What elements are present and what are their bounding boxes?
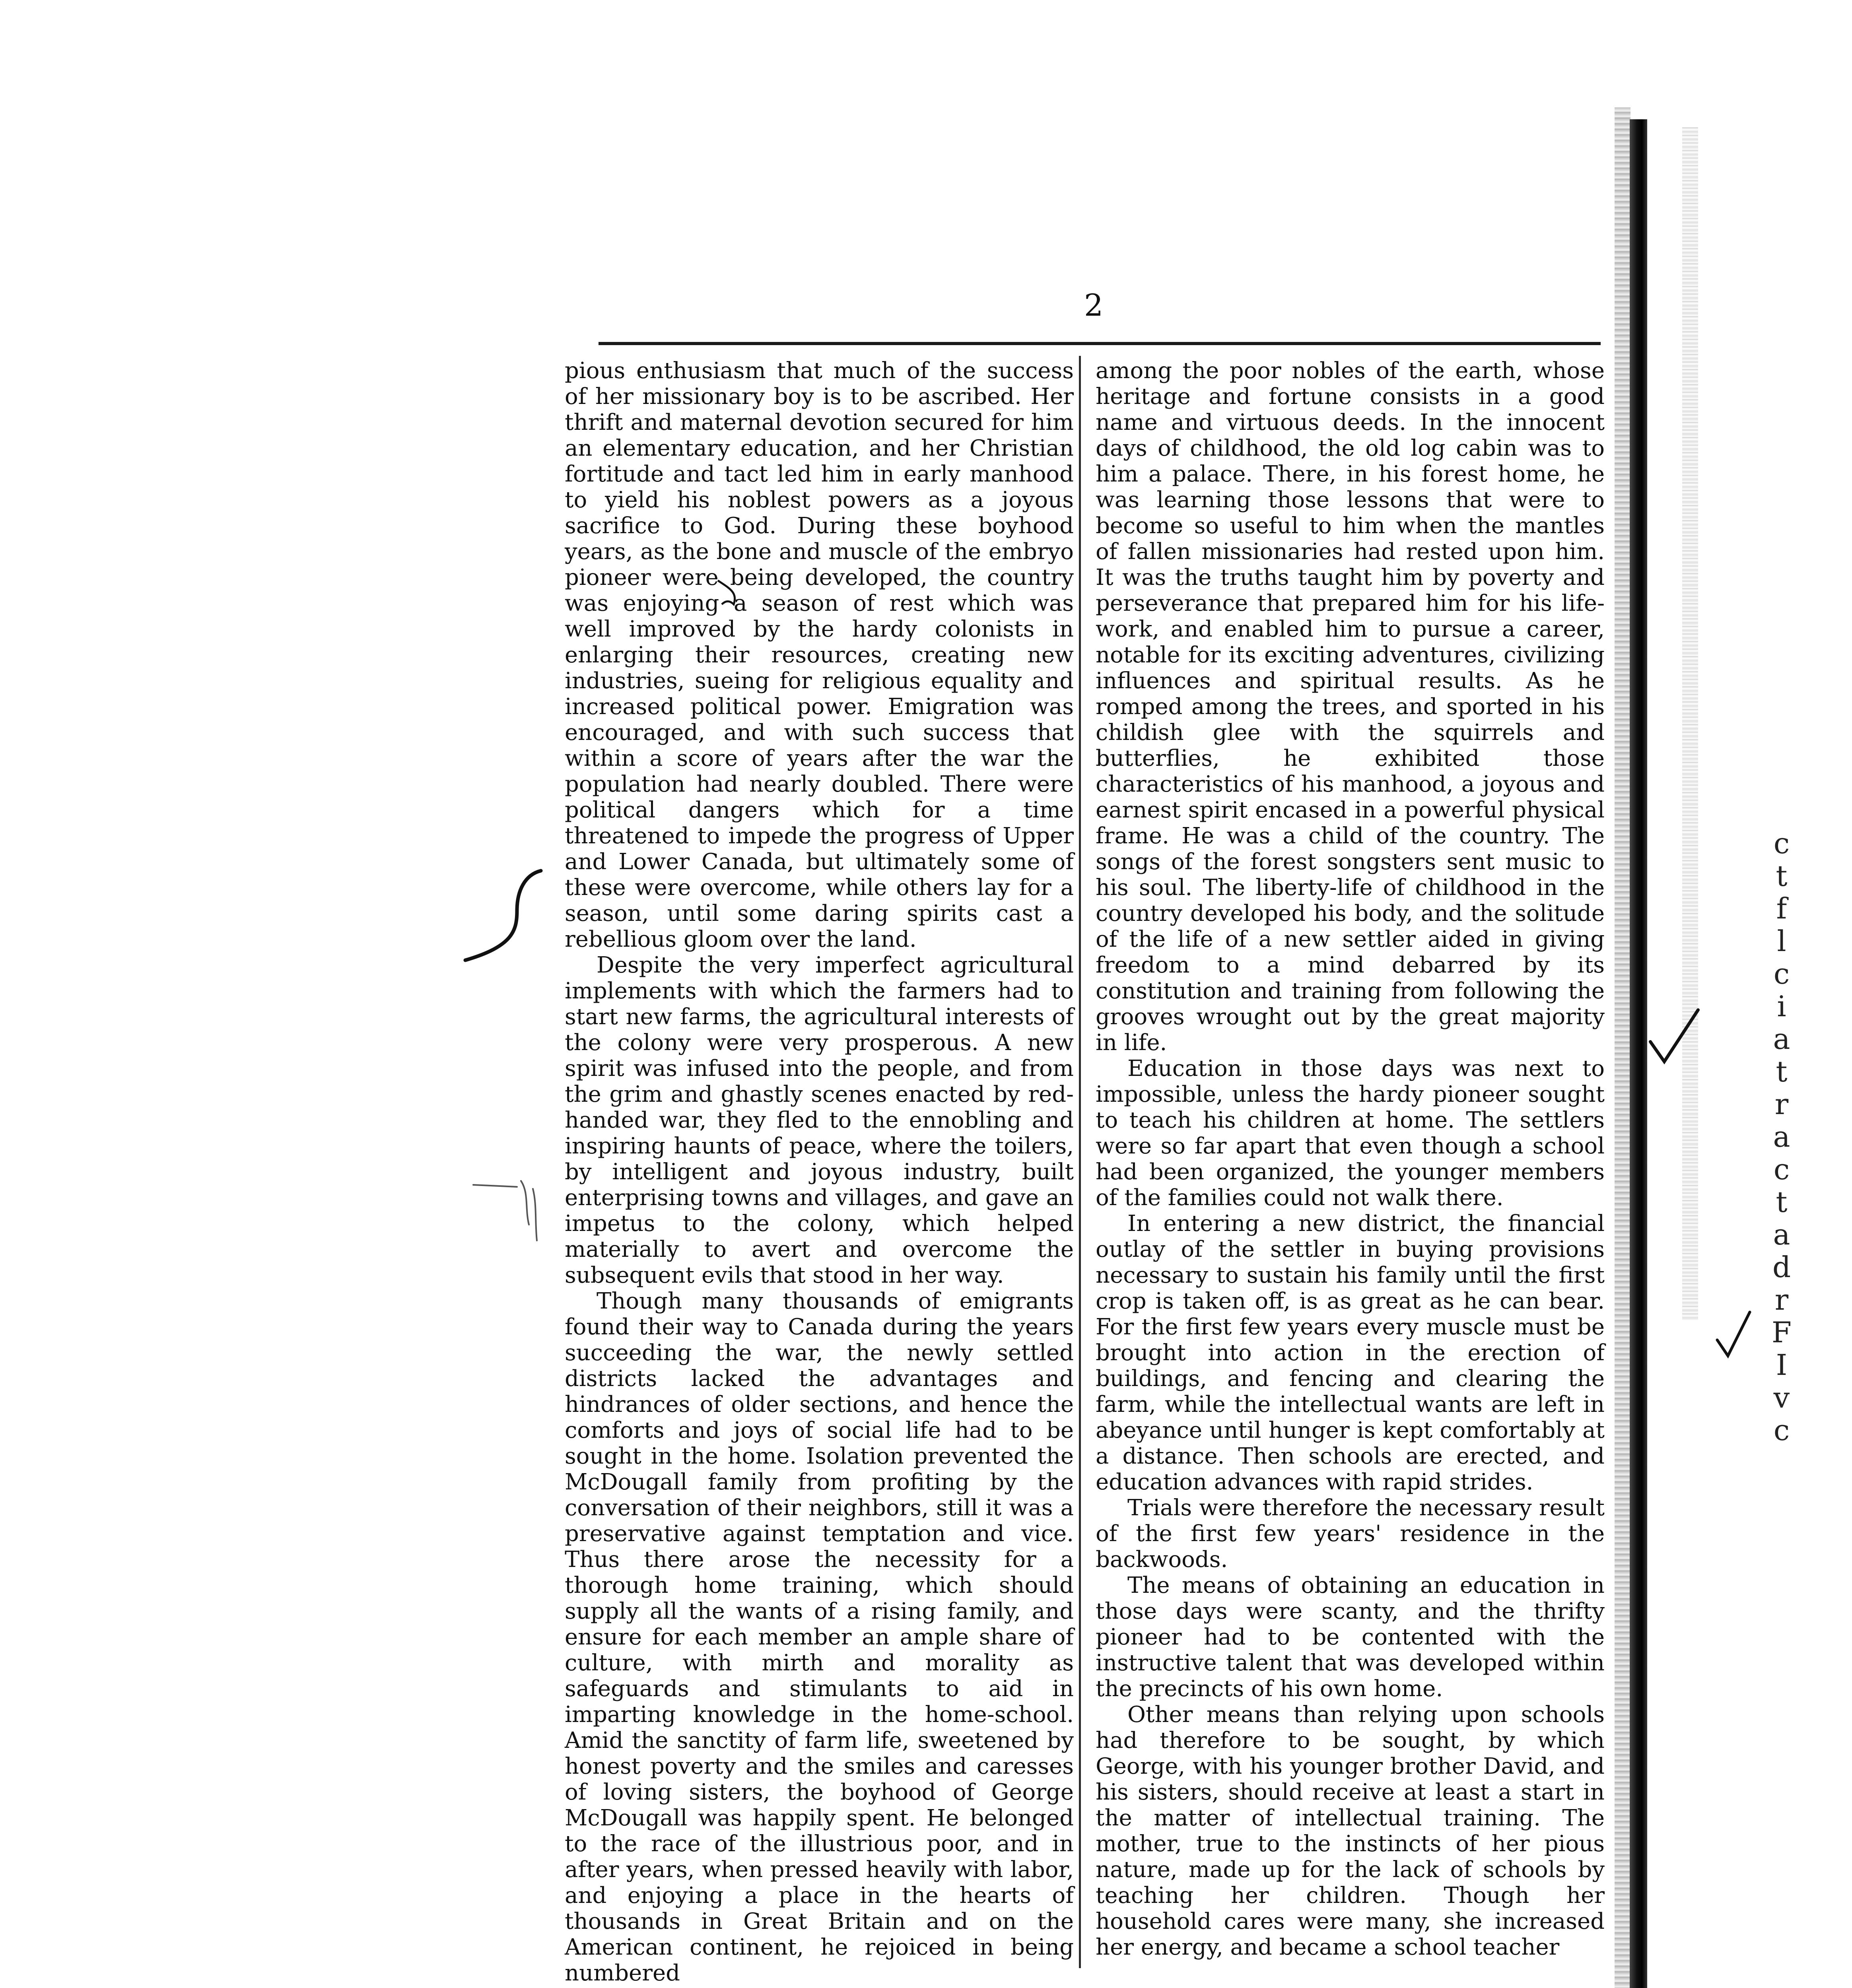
- right-column: [1096, 358, 1605, 1968]
- left-column: [565, 358, 1074, 1986]
- margin-fragment: a: [1773, 1022, 1790, 1056]
- margin-fragment: r: [1774, 1283, 1789, 1316]
- margin-fragment: t: [1776, 1185, 1788, 1219]
- pen-caret-mark: [714, 577, 746, 608]
- margin-fragment: a: [1773, 1218, 1790, 1251]
- margin-fragment: i: [1777, 990, 1786, 1023]
- margin-fragment: I: [1776, 1348, 1788, 1382]
- margin-fragment: c: [1773, 1413, 1790, 1447]
- margin-fragment: t: [1776, 859, 1788, 893]
- margin-fragment: c: [1773, 957, 1790, 990]
- binding-shadow: [1615, 107, 1630, 1988]
- pen-check-mark-2: [1714, 1308, 1754, 1360]
- right-paragraph-5: The means of obtaining an education in those days were scanty, and the thrifty pioneer had to be contented with the instructive talent that was developed within the precincts of his own home.: [1096, 1573, 1605, 1702]
- binding-edge: [1630, 119, 1647, 1988]
- page-number: 2: [1084, 287, 1104, 323]
- margin-fragment: f: [1776, 892, 1787, 925]
- margin-fragment: r: [1774, 1087, 1789, 1121]
- pen-bracket-mark: [457, 867, 549, 970]
- right-paragraph-4: Trials were therefore the necessary result of the first few years' residence in the backwoods.: [1096, 1495, 1605, 1573]
- right-paragraph-2: Education in those days was next to impossible, unless the hardy pioneer sought to teach his children at home. The settlers were so far apart that even though a school had been organized, the younger members of the families could not walk there.: [1096, 1056, 1605, 1211]
- margin-fragment: l: [1777, 924, 1786, 958]
- adjacent-page-fragments: [1758, 827, 1805, 1446]
- margin-fragment: a: [1773, 1120, 1790, 1153]
- margin-fragment: c: [1773, 827, 1790, 860]
- margin-fragment: d: [1772, 1250, 1791, 1284]
- left-paragraph-2: Despite the very imperfect agricultural implements with which the farmers had to start new farms, the agricultural interests of the colony were very prosperous. A new spirit was infused into the people, and from the grim and ghastly scenes enacted by red-handed war, they fled to the ennobling and inspiring haunts of peace, where the toilers, by intelligent and joyous industry, built enterprising towns and villages, and gave an impetus to the colony, which helped materially to avert and overcome the subsequent evils that stood in her way.: [565, 952, 1074, 1288]
- header-rule: [599, 342, 1601, 345]
- column-divider: [1079, 356, 1081, 1968]
- right-paragraph-3: In entering a new district, the financial outlay of the settler in buying provisions necessary to sustain his family until the first crop is taken off, is as great as he can bear. For the first few years every muscle must be brought into action in the erection of buildings, and fencing and clearing the farm, while the intellectual wants are left in abeyance until hunger is kept comfortably at a distance. Then schools are erected, and education advances with rapid strides.: [1096, 1211, 1605, 1495]
- margin-fragment: t: [1776, 1055, 1788, 1088]
- margin-fragment: c: [1773, 1153, 1790, 1186]
- right-paragraph-6: Other means than relying upon schools had therefore to be sought, by which George, with his younger brother David, and his sisters, should receive at least a start in the matter of intellectual training. The mother, true to the instincts of her pious nature, made up for the lack of schools by teaching her children. Though her household cares were many, she increased her energy, and became a school teacher: [1096, 1702, 1605, 1960]
- pen-check-mark-1: [1646, 1006, 1702, 1066]
- left-paragraph-3: Though many thousands of emigrants found their way to Canada during the years succeeding the war, the newly settled districts lacked the advantages and hindrances of older sections, and hence the comforts and joys of social life had to be sought in the home. Isolation prevented the McDougall family from profiting by the conversation of their neighbors, still it was a preservative against temptation and vice. Thus there arose the necessity for a thorough home training, which should supply all the wants of a rising family, and ensure for each member an ample share of culture, with mirth and morality as safeguards and stimulants to aid in imparting knowledge in the home-school. Amid the sanctity of farm life, sweetened by honest poverty and the smiles and caresses of loving sisters, the boyhood of George McDougall was happily spent. He belonged to the race of the illustrious poor, and in after years, when pressed heavily with labor, and enjoying a place in the hearts of thousands in Great Britain and on the American continent, he rejoiced in being numbered: [565, 1288, 1074, 1986]
- margin-fragment: v: [1773, 1381, 1790, 1414]
- scan-noise: [1682, 127, 1698, 1320]
- right-paragraph-1: among the poor nobles of the earth, whose heritage and fortune consists in a good name and virtuous deeds. In the innocent days of childhood, the old log cabin was to him a palace. There, in his forest home, he was learning those lessons that were to become so useful to him when the mantles of fallen missionaries had rested upon him. It was the truths taught him by poverty and perseverance that prepared him for his life-work, and enabled him to pursue a career, notable for its exciting adventures, civilizing influences and spiritual results. As he romped among the trees, and sported in his childish glee with the squirrels and butterflies, he exhibited those characteristics of his manhood, a joyous and earnest spirit encased in a powerful physical frame. He was a child of the country. The songs of the forest songsters sent music to his soul. The liberty-life of childhood in the country developed his body, and the solitude of the life of a new settler aided in giving freedom to a mind debarred by its constitution and training from following the grooves wrought out by the great majority in life.: [1096, 358, 1605, 1056]
- margin-fragment: F: [1772, 1316, 1792, 1349]
- pen-margin-scribble: [469, 1177, 549, 1248]
- left-paragraph-1: pious enthusiasm that much of the success of her missionary boy is to be ascribed. Her thrift and maternal devotion secured for him an elementary education, and her Christian fortitude and tact led him in early manhood to yield his noblest powers as a joyous sacrifice to God. During these boyhood years, as the bone and muscle of the embryo pioneer were being developed, the country was enjoying a season of rest which was well improved by the hardy colonists in enlarging their resources, creating new industries, sueing for religious equality and increased political power. Emigration was encouraged, and with such success that within a score of years after the war the population had nearly doubled. There were political dangers which for a time threatened to impede the progress of Upper and Lower Canada, but ultimately some of these were overcome, while others lay for a season, until some daring spirits cast a rebellious gloom over the land.: [565, 358, 1074, 952]
